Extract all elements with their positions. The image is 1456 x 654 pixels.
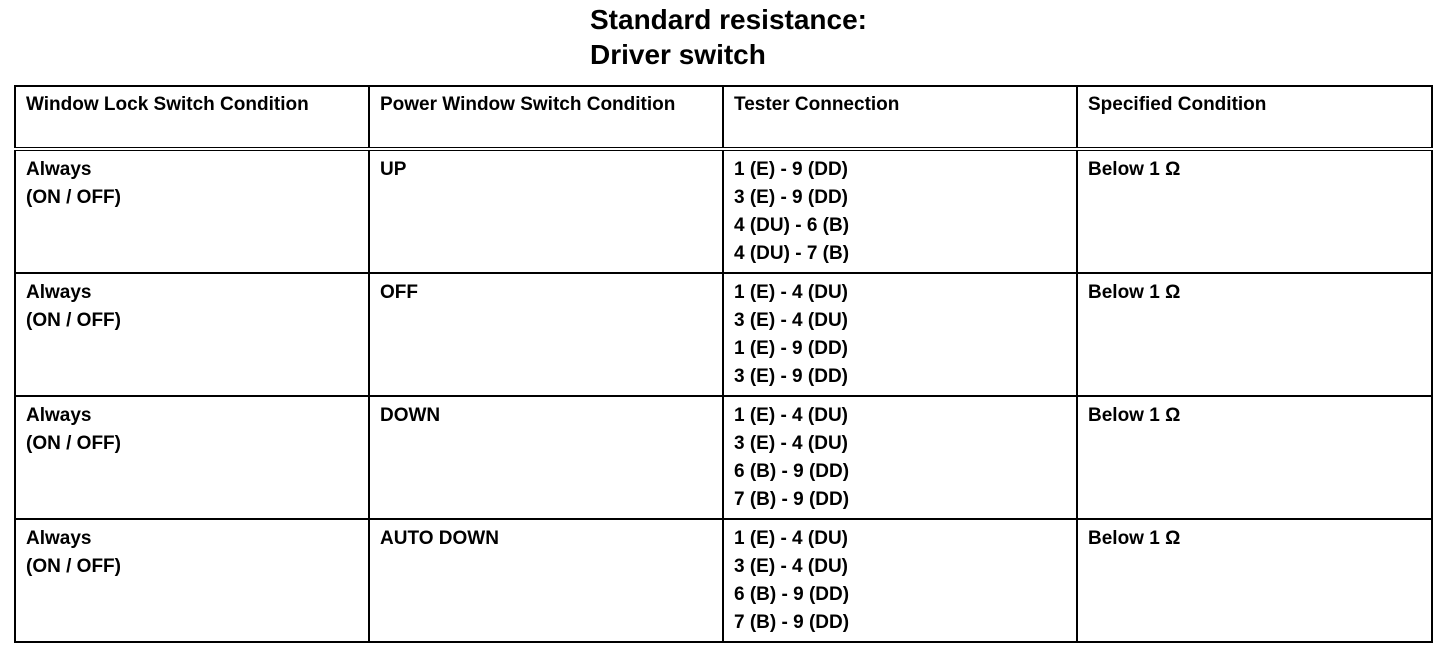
lock-condition-cell xyxy=(15,273,369,396)
lock-condition-line: (ON / OFF) xyxy=(26,187,121,208)
lock-condition-cell xyxy=(15,396,369,519)
tester-connection-line: 4 (DU) - 7 (B) xyxy=(734,243,850,264)
title-line-2: Driver switch xyxy=(590,39,766,70)
tester-connection-line: 3 (E) - 4 (DU) xyxy=(734,556,848,577)
tester-connection-cell xyxy=(723,519,1077,642)
lock-condition-line: (ON / OFF) xyxy=(26,310,121,331)
header-tester-connection: Tester Connection xyxy=(723,86,1077,149)
tester-connection-cell xyxy=(723,149,1077,273)
tester-connection-line: 7 (B) - 9 (DD) xyxy=(734,489,850,510)
title-line-1: Standard resistance: xyxy=(590,4,867,35)
tester-connection-line: 1 (E) - 4 (DU) xyxy=(734,405,848,426)
power-condition-cell: DOWN xyxy=(369,396,723,519)
tester-connection-line: 1 (E) - 9 (DD) xyxy=(734,338,848,359)
lock-condition-line: Always xyxy=(26,405,92,426)
power-condition-cell: OFF xyxy=(369,273,723,396)
table-header-row xyxy=(15,86,1432,149)
header-window-lock-switch-condition: Window Lock Switch Condition xyxy=(15,86,369,149)
header-specified-condition: Specified Condition xyxy=(1077,86,1432,149)
lock-condition-cell xyxy=(15,149,369,273)
tester-connection-line: 1 (E) - 4 (DU) xyxy=(734,282,848,303)
lock-condition-line: Always xyxy=(26,282,92,303)
tester-connection-line: 3 (E) - 4 (DU) xyxy=(734,310,848,331)
tester-connection-line: 3 (E) - 4 (DU) xyxy=(734,433,848,454)
page-title xyxy=(590,2,867,72)
tester-connection-cell xyxy=(723,273,1077,396)
resistance-table xyxy=(14,85,1433,643)
specified-condition-cell: Below 1 Ω xyxy=(1077,273,1432,396)
tester-connection-cell xyxy=(723,396,1077,519)
header-power-window-switch-condition: Power Window Switch Condition xyxy=(369,86,723,149)
power-condition-cell: UP xyxy=(369,149,723,273)
tester-connection-line: 1 (E) - 9 (DD) xyxy=(734,159,848,180)
lock-condition-line: (ON / OFF) xyxy=(26,556,121,577)
tester-connection-line: 3 (E) - 9 (DD) xyxy=(734,366,848,387)
specified-condition-cell: Below 1 Ω xyxy=(1077,149,1432,273)
tester-connection-line: 1 (E) - 4 (DU) xyxy=(734,528,848,549)
specified-condition-cell: Below 1 Ω xyxy=(1077,396,1432,519)
lock-condition-line: Always xyxy=(26,528,92,549)
lock-condition-line: (ON / OFF) xyxy=(26,433,121,454)
table-row xyxy=(15,273,1432,396)
tester-connection-line: 3 (E) - 9 (DD) xyxy=(734,187,848,208)
tester-connection-line: 4 (DU) - 6 (B) xyxy=(734,215,850,236)
table-row xyxy=(15,396,1432,519)
table-row xyxy=(15,519,1432,642)
lock-condition-cell xyxy=(15,519,369,642)
power-condition-cell: AUTO DOWN xyxy=(369,519,723,642)
specified-condition-cell: Below 1 Ω xyxy=(1077,519,1432,642)
lock-condition-line: Always xyxy=(26,159,92,180)
table-row xyxy=(15,149,1432,273)
tester-connection-line: 6 (B) - 9 (DD) xyxy=(734,461,850,482)
tester-connection-line: 7 (B) - 9 (DD) xyxy=(734,612,850,633)
tester-connection-line: 6 (B) - 9 (DD) xyxy=(734,584,850,605)
